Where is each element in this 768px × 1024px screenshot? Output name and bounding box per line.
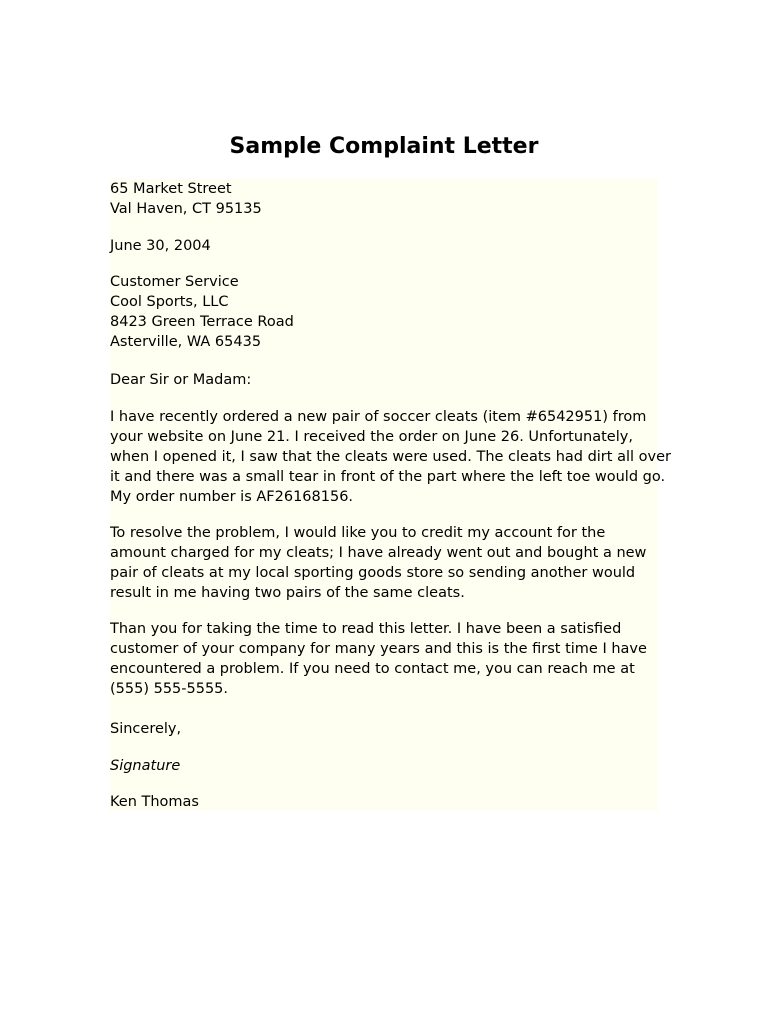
paragraph-line: amount charged for my cleats; I have already went out and bought a new (110, 545, 647, 561)
paragraph-line: I have recently ordered a new pair of soccer cleats (item #6542951) from (110, 409, 647, 425)
paragraph-line: Than you for taking the time to read this letter. I have been a satisfied (110, 621, 622, 637)
closing-text: Sincerely, (110, 721, 182, 737)
recipient-line: Customer Service (110, 274, 239, 290)
letter-body (110, 179, 671, 811)
letter-date (110, 236, 662, 256)
sender-address-line: 65 Market Street (110, 181, 232, 197)
paragraph-line: result in me having two pairs of the same cleats. (110, 585, 465, 601)
paragraph-line: it and there was a small tear in front of the part where the left toe would go. (110, 469, 666, 485)
paragraph-line: My order number is AF26168156. (110, 489, 354, 505)
sender-address-line: Val Haven, CT 95135 (110, 201, 262, 217)
date-text: June 30, 2004 (110, 238, 211, 254)
paragraph-line: your website on June 21. I received the order on June 26. Unfortunately, (110, 429, 633, 445)
salutation-text: Dear Sir or Madam: (110, 372, 252, 388)
signature (110, 756, 662, 776)
paragraph-line: pair of cleats at my local sporting goods store so sending another would (110, 565, 636, 581)
paragraph-2 (110, 523, 662, 603)
paragraph-line: customer of your company for many years and this is the first time I have (110, 641, 647, 657)
sender-name (110, 792, 662, 812)
paragraph-line: when I opened it, I saw that the cleats were used. The cleats had dirt all over (110, 449, 671, 465)
paragraph-line: (555) 555-5555. (110, 681, 229, 697)
paragraph-1 (110, 407, 671, 507)
sender-address (110, 179, 662, 219)
recipient-address (110, 272, 662, 352)
page-title: Sample Complaint Letter (229, 134, 539, 159)
recipient-line: Asterville, WA 65435 (110, 334, 262, 350)
sender-name-text: Ken Thomas (110, 794, 199, 810)
paragraph-line: encountered a problem. If you need to contact me, you can reach me at (110, 661, 635, 677)
recipient-line: 8423 Green Terrace Road (110, 314, 294, 330)
signature-text: Signature (110, 758, 181, 774)
closing (110, 719, 662, 739)
recipient-line: Cool Sports, LLC (110, 294, 229, 310)
salutation (110, 370, 662, 390)
paragraph-3 (110, 619, 662, 699)
paragraph-line: To resolve the problem, I would like you to credit my account for the (110, 525, 606, 541)
